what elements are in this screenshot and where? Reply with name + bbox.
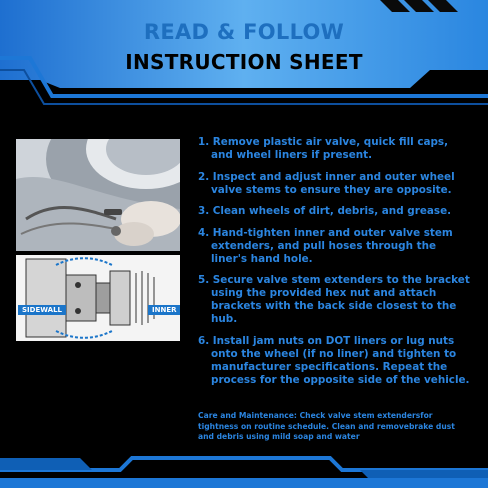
installation-photo	[16, 139, 180, 251]
hand-installing-valve-stem-extender-icon	[16, 139, 180, 251]
wheel-cross-section-diagram-icon	[16, 255, 180, 341]
step-1: 1. Remove plastic air valve, quick fill caps, and wheel liners if present.	[198, 136, 449, 161]
care-and-maintenance: Care and Maintenance: Check valve stem extendersfor tightness on routine schedule. Clean and removebrake dust and debris using mild soap and water	[198, 411, 455, 441]
instruction-steps	[198, 136, 470, 395]
title-line-1: READ & FOLLOW	[143, 20, 345, 44]
wheel-diagram	[16, 255, 180, 341]
step-5: 5. Secure valve stem extenders to the bracket using the provided hex nut and attach brackets with the back side closest to the hub.	[198, 274, 470, 325]
step-2: 2. Inspect and adjust inner and outer wheel valve stems to ensure they are opposite.	[198, 170, 455, 196]
step-6: 6. Install jam nuts on DOT liners or lug nuts onto the wheel (if no liner) and tighten to manufacturer specifications. Repeat the process for the opposite side of the vehicle.	[198, 334, 470, 386]
step-3: 3. Clean wheels of dirt, debris, and grease.	[198, 205, 452, 217]
sidewall-label: SIDEWALL	[18, 305, 66, 315]
inner-label: INNER	[148, 305, 180, 315]
title-line-2: INSTRUCTION SHEET	[125, 50, 363, 74]
step-4: 4. Hand-tighten inner and outer valve stem extenders, and pull hoses through the liner's hand hole.	[198, 226, 453, 265]
